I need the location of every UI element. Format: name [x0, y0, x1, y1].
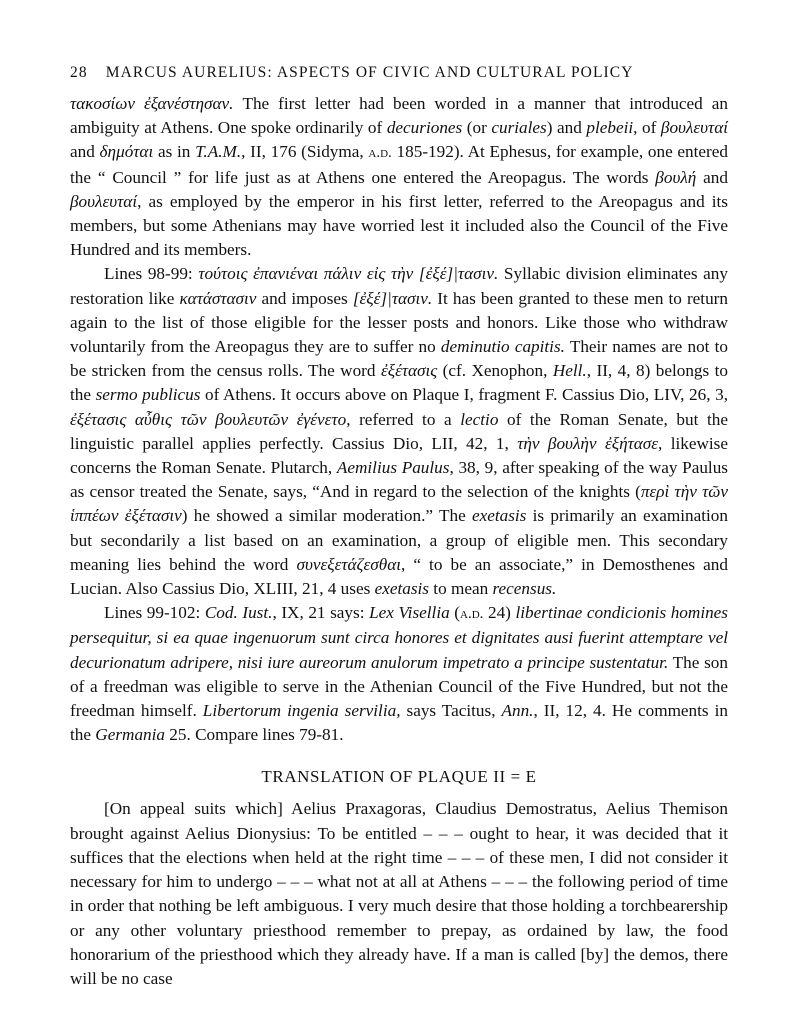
greek-text: τούτοις ἐπανιέναι πάλιν εἰς τὴν [ἐξέ]|τασιν.	[198, 264, 499, 284]
page-number: 28	[70, 64, 88, 81]
paragraph-decuriones: τακοσίων ἐξανέστησαν. The first letter had been worded in a manner that introduced an ambiguity at Athens. One spoke ordinarily of decuriones (or curiales) and plebeii, of βουλευταί and δημόται as in T.A.M., II, 176 (Sidyma, a.d. 185-192). At Ephesus, for example, one entered the “ Council ” for life just as at Athens one entered the Areopagus. The words βουλή and βουλευταί, as employed by the emperor in his first letter, referred to the Areopagus and its members, but some Athenians may have worried lest it included also the Council of the Five Hundred and its members.	[70, 94, 728, 260]
section-heading: TRANSLATION OF PLAQUE II = E	[261, 767, 537, 787]
page	[70, 64, 728, 991]
paragraph-lines-98-99: Lines 98-99: τούτοις ἐπανιέναι πάλιν εἰς τὴν [ἐξέ]|τασιν. Syllabic division eliminates any restoration like κατάστασιν and imposes [ἐξέ]|τασιν. It has been granted to these men to return again to the list of those eligible for the lesser posts and honors. Like those who withdraw voluntarily from the Areopagus they are to suffer no deminutio capitis. Their names are not to be stricken from the census rolls. The word ἐξέτασις (cf. Xenophon, Hell., II, 4, 8) belongs to the sermo publicus of Athens. It occurs above on Plaque I, fragment F. Cassius Dio, LIV, 26, 3, ἐξέτασις αὖθις τῶν βουλευτῶν ἐγένετο, referred to a lectio of the Roman Senate, but the linguistic parallel applies perfectly. Cassius Dio, LII, 42, 1, τὴν βουλὴν ἐξήτασε, likewise concerns the Roman Senate. Plutarch, Aemilius Paulus, 38, 9, after speaking of the way Paulus as censor treated the Senate, says, “And in regard to the selection of the knights (περὶ τὴν τῶν ἱππέων ἐξέτασιν) he showed a similar moderation.” The exetasis is primarily an examination but secondarily a list based on an examination, a group of eligible men. This secondary meaning lies behind the word συνεξετάζεσθαι, “ to be an associate,” in Demosthenes and Lucian. Also Cassius Dio, XLIII, 21, 4 uses exetasis to mean recensus.	[70, 264, 729, 599]
running-title: MARCUS AURELIUS: ASPECTS OF CIVIC AND CULTURAL POLICY	[105, 64, 634, 81]
greek-text: ἐξέτασις αὖθις τῶν βουλευτῶν ἐγένετο	[70, 409, 347, 429]
greek-text: [ἐξέ]|τασιν.	[352, 288, 433, 308]
greek-text: ἐξέτασις	[380, 361, 438, 381]
paragraph-translation: [On appeal suits which] Aelius Praxagoras, Claudius Demostratus, Aelius Themison brought against Aelius Dionysius: To be entitled – – – ought to hear, it was decided that it suffices that the elections when held at the right time – – – of these men, I did not consider it necessary for him to undergo – – – what not at all at Athens – – – the following period of time in order that nothing be left ambiguous. I very much desire that those holding a torchbearership or any other voluntary priesthood remember to prepay, as ordained by law, the food honorarium of the priesthood which they already have. If a man is called [by] the demos, there will be no case	[70, 799, 728, 988]
greek-text: περὶ τὴν τῶν ἱππέων ἐξέτασιν	[70, 482, 729, 526]
greek-text: βουλευταί	[660, 118, 728, 138]
greek-text: συνεξετάζεσθαι	[296, 554, 401, 574]
greek-text: τὴν βουλὴν ἐξήτασε	[517, 433, 659, 453]
greek-text: κατάστασιν	[179, 288, 257, 308]
running-head	[70, 64, 728, 82]
greek-text: δημόται	[99, 142, 154, 162]
greek-text: βουλευταί	[70, 191, 138, 211]
greek-text: βουλή	[655, 167, 697, 187]
paragraph-lines-99-102: Lines 99-102: Cod. Iust., IX, 21 says: Lex Visellia (a.d. 24) libertinae condicionis homines persequitur, si ea quae ingenuorum sunt circa honores et dignitates ausi fuerint attemptare vel decurionatum adripere, nisi iure aureorum anulorum impetrato a principe sustentatur. The son of a freedman was eligible to serve in the Athenian Council of the Five Hundred, but not the freedman himself. Libertorum ingenia servilia, says Tacitus, Ann., II, 12, 4. He comments in the Germania 25. Compare lines 79-81.	[70, 603, 729, 745]
greek-text: τακοσίων ἐξανέστησαν.	[70, 94, 234, 113]
